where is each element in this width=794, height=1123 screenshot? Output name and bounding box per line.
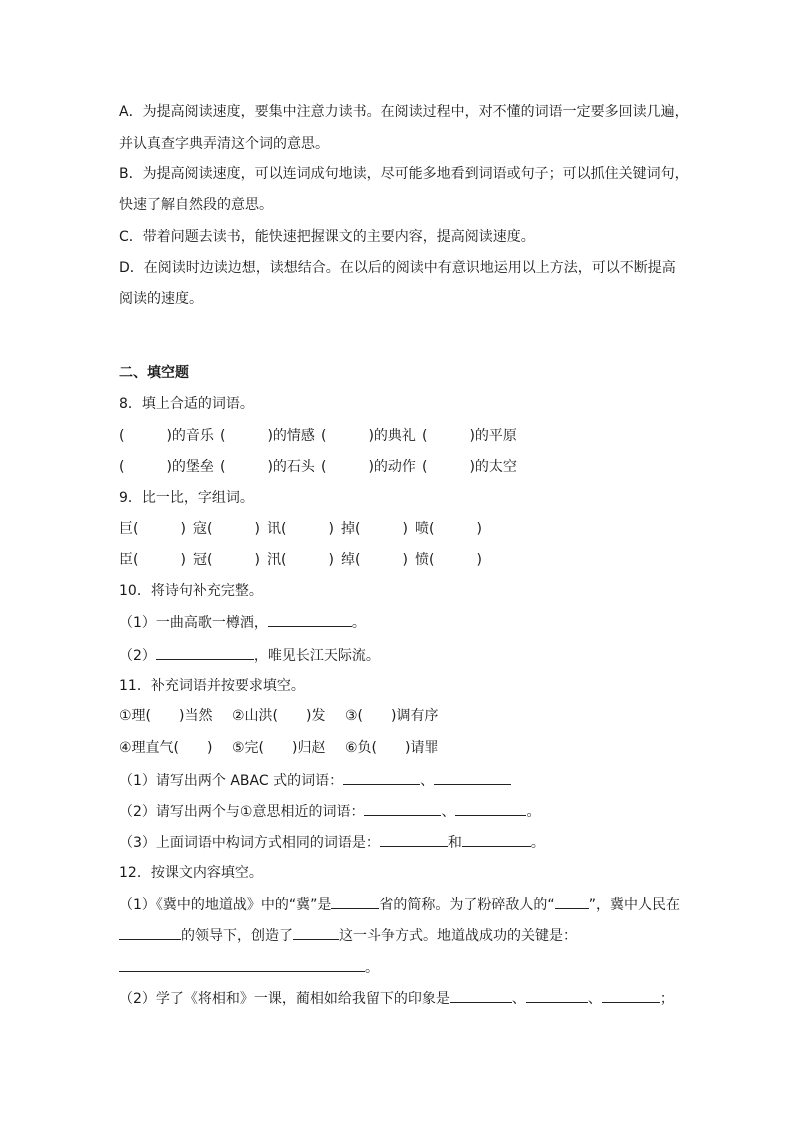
answer-blank[interactable]: [602, 988, 660, 1003]
q12-part2: [119, 988, 674, 1009]
option-b-line2: 快速了解自然段的意思。: [119, 197, 273, 213]
q9-item: 绰( ): [341, 552, 408, 568]
q10-stem: 10．将诗句补充完整。: [119, 583, 263, 599]
q10-line1-end: 。: [351, 615, 366, 631]
q8-item: ( )的情感: [220, 428, 315, 444]
q8-item: ( )的平原: [422, 428, 517, 444]
q8-row2: [119, 457, 517, 477]
period: 。: [530, 835, 545, 851]
q8-item: ( )的音乐: [119, 428, 214, 444]
q11-sub3-text: （3）上面词语中构词方式相同的词语是：: [119, 835, 380, 851]
answer-blank[interactable]: [455, 801, 526, 816]
q8-row1: [119, 426, 517, 446]
answer-blank[interactable]: [119, 957, 365, 972]
answer-blank[interactable]: [268, 612, 352, 627]
q11-sub1-text: （1）请写出两个 ABAC 式的词语：: [119, 773, 344, 789]
q12-text: 这一斗争方式。地道战成功的关键是：: [339, 928, 577, 944]
q9-item: 巨( ): [119, 521, 186, 537]
separator: 、: [441, 804, 456, 820]
separator: 、: [420, 773, 435, 789]
q9-item: 汛( ): [267, 552, 334, 568]
q9-item: 寇( ): [193, 521, 260, 537]
semicolon: ；: [659, 991, 674, 1007]
option-d-line2: 阅读的速度。: [119, 291, 203, 307]
option-a-line2: 并认真查字典弄清这个词的意思。: [119, 136, 329, 152]
q11-item: ④理直气( ): [119, 740, 213, 756]
q10-line2-label: （2）: [119, 648, 156, 664]
q9-item: 掉( ): [341, 521, 408, 537]
option-c: C．带着问题去读书，能快速把握课文的主要内容，提高阅读速度。: [119, 229, 535, 245]
section-title: 二、填空题: [119, 365, 189, 381]
q9-row2: [119, 550, 482, 570]
answer-blank[interactable]: [462, 832, 531, 847]
q11-item: ⑤完( )归赵: [232, 740, 326, 756]
q11-sub2-text: （2）请写出两个与①意思相近的词语：: [119, 804, 365, 820]
q12-text: （1）《冀中的地道战》中的“冀”是: [119, 897, 332, 913]
q12-stem: 12．按课文内容填空。: [119, 865, 263, 881]
q11-item: ②山洪( )发: [232, 708, 326, 724]
q12-part1-line1: [119, 894, 680, 915]
q9-item: 臣( ): [119, 552, 186, 568]
separator: 、: [511, 991, 526, 1007]
answer-blank[interactable]: [293, 925, 339, 940]
q11-stem: 11．补充词语并按要求填空。: [119, 678, 305, 694]
q9-stem: 9．比一比，字组词。: [119, 490, 254, 506]
q8-item: ( )的太空: [422, 459, 517, 475]
q10-line2-text: ，唯见长江天际流。: [253, 648, 380, 664]
q9-row1: [119, 519, 482, 539]
answer-blank[interactable]: [331, 894, 379, 909]
q8-item: ( )的石头: [220, 459, 315, 475]
q11-item: ⑥负( )请罪: [345, 740, 439, 756]
separator: 、: [587, 991, 602, 1007]
q11-sub1: [119, 770, 511, 791]
q11-row1: [119, 706, 438, 726]
q8-item: ( )的堡垒: [119, 459, 214, 475]
q9-item: 愤( ): [415, 552, 482, 568]
q8-item: ( )的动作: [321, 459, 416, 475]
q10-line1-text: （1）一曲高歌一樽酒，: [119, 615, 268, 631]
period: 。: [365, 960, 379, 976]
answer-blank[interactable]: [526, 988, 588, 1003]
option-b-line1: B．为提高阅读速度，可以连词成句地读，尽可能多地看到词语或句子；可以抓住关键词句，: [119, 166, 689, 182]
answer-blank[interactable]: [343, 770, 420, 785]
q12-text: 的领导下，创造了: [181, 928, 293, 944]
q11-sub2: [119, 801, 540, 822]
answer-blank[interactable]: [434, 770, 511, 785]
option-d-line1: D．在阅读时边读边想，读想结合。在以后的阅读中有意识地运用以上方法，可以不断提高: [119, 260, 676, 276]
answer-blank[interactable]: [119, 925, 181, 940]
q12-text: （2）学了《将相和》一课，蔺相如给我留下的印象是: [119, 991, 450, 1007]
q11-item: ①理( )当然: [119, 708, 213, 724]
q12-part1-line3: [119, 957, 379, 978]
q10-line2: [119, 645, 380, 666]
answer-blank[interactable]: [450, 988, 512, 1003]
answer-blank[interactable]: [555, 894, 589, 909]
q9-item: 喷( ): [415, 521, 482, 537]
q8-stem: 8．填上合适的词语。: [119, 396, 254, 412]
q11-item: ③( )调有序: [345, 708, 439, 724]
q9-item: 讯( ): [267, 521, 334, 537]
answer-blank[interactable]: [364, 801, 441, 816]
q8-item: ( )的典礼: [321, 428, 416, 444]
q9-item: 冠( ): [193, 552, 260, 568]
answer-blank[interactable]: [380, 832, 448, 847]
q11-sub3: [119, 832, 545, 853]
q11-row2: [119, 738, 438, 758]
connector: 和: [447, 835, 462, 851]
q10-line1: [119, 612, 366, 633]
q12-part1-line2: [119, 925, 577, 946]
answer-blank[interactable]: [156, 645, 254, 660]
q12-text: 省的简称。为了粉碎敌人的“: [379, 897, 555, 913]
option-a-line1: A．为提高阅读速度，要集中注意力读书。在阅读过程中，对不懂的词语一定要多回读几遍，: [119, 104, 689, 120]
period: 。: [526, 804, 541, 820]
q12-text: ”，冀中人民在: [588, 897, 680, 913]
